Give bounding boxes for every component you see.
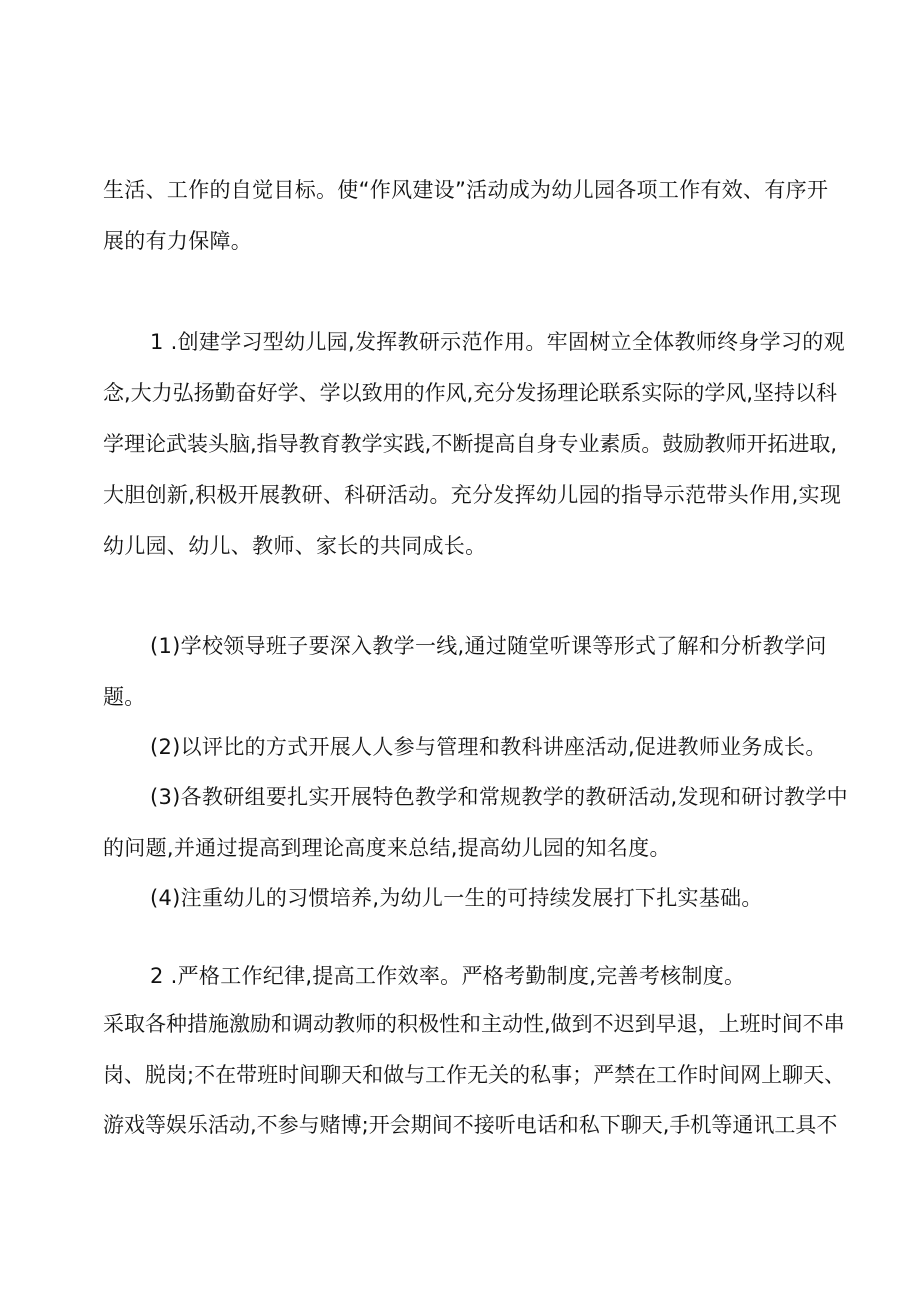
item-1-line-2: 题。 [103,685,146,709]
item-1-line-1: (1)学校领导班子要深入教学一线,通过随堂听课等形式了解和分析教学问 [150,634,827,658]
section-2-line-4: 游戏等娱乐活动,不参与赌博;开会期间不接听电话和私下聊天,手机等通讯工具不 [103,1113,838,1137]
item-2: (2)以评比的方式开展人人参与管理和教科讲座活动,促进教师业务成长。 [150,735,827,759]
intro-line-2: 展的有力保障。 [103,229,253,253]
item-3-line-1: (3)各教研组要扎实开展特色教学和常规教学的教研活动,发现和研讨教学中 [150,785,848,809]
section-2-line-1: 2 .严格工作纪律,提高工作效率。严格考勤制度,完善考核制度。 [150,964,746,988]
item-4: (4)注重幼儿的习惯培养,为幼儿一生的可持续发展打下扎实基础。 [150,886,763,910]
section-1-line-3: 学理论武装头脑,指导教育教学实践,不断提高自身专业素质。鼓励教师开拓进取, [103,432,838,456]
section-2-line-2: 采取各种措施激励和调动教师的积极性和主动性,做到不迟到早退，上班时间不串 [103,1012,845,1036]
item-3-line-2: 的问题,并通过提高到理论高度来总结,提高幼儿园的知名度。 [103,836,671,860]
intro-line-1: 生活、工作的自觉目标。使“作风建设”活动成为幼儿园各项工作有效、有序开 [103,178,829,202]
section-1-line-4: 大胆创新,积极开展教研、科研活动。充分发挥幼儿园的指导示范带头作用,实现 [103,483,842,507]
section-1-line-5: 幼儿园、幼儿、教师、家长的共同成长。 [103,534,487,558]
section-1-line-2: 念,大力弘扬勤奋好学、学以致用的作风,充分发扬理论联系实际的学风,坚持以科 [103,381,838,405]
section-1-line-1: 1 .创建学习型幼儿园,发挥教研示范作用。牢固树立全体教师终身学习的观 [150,330,845,354]
section-2-line-3: 岗、脱岗;不在带班时间聊天和做与工作无关的私事；严禁在工作时间网上聊天、 [103,1063,846,1087]
